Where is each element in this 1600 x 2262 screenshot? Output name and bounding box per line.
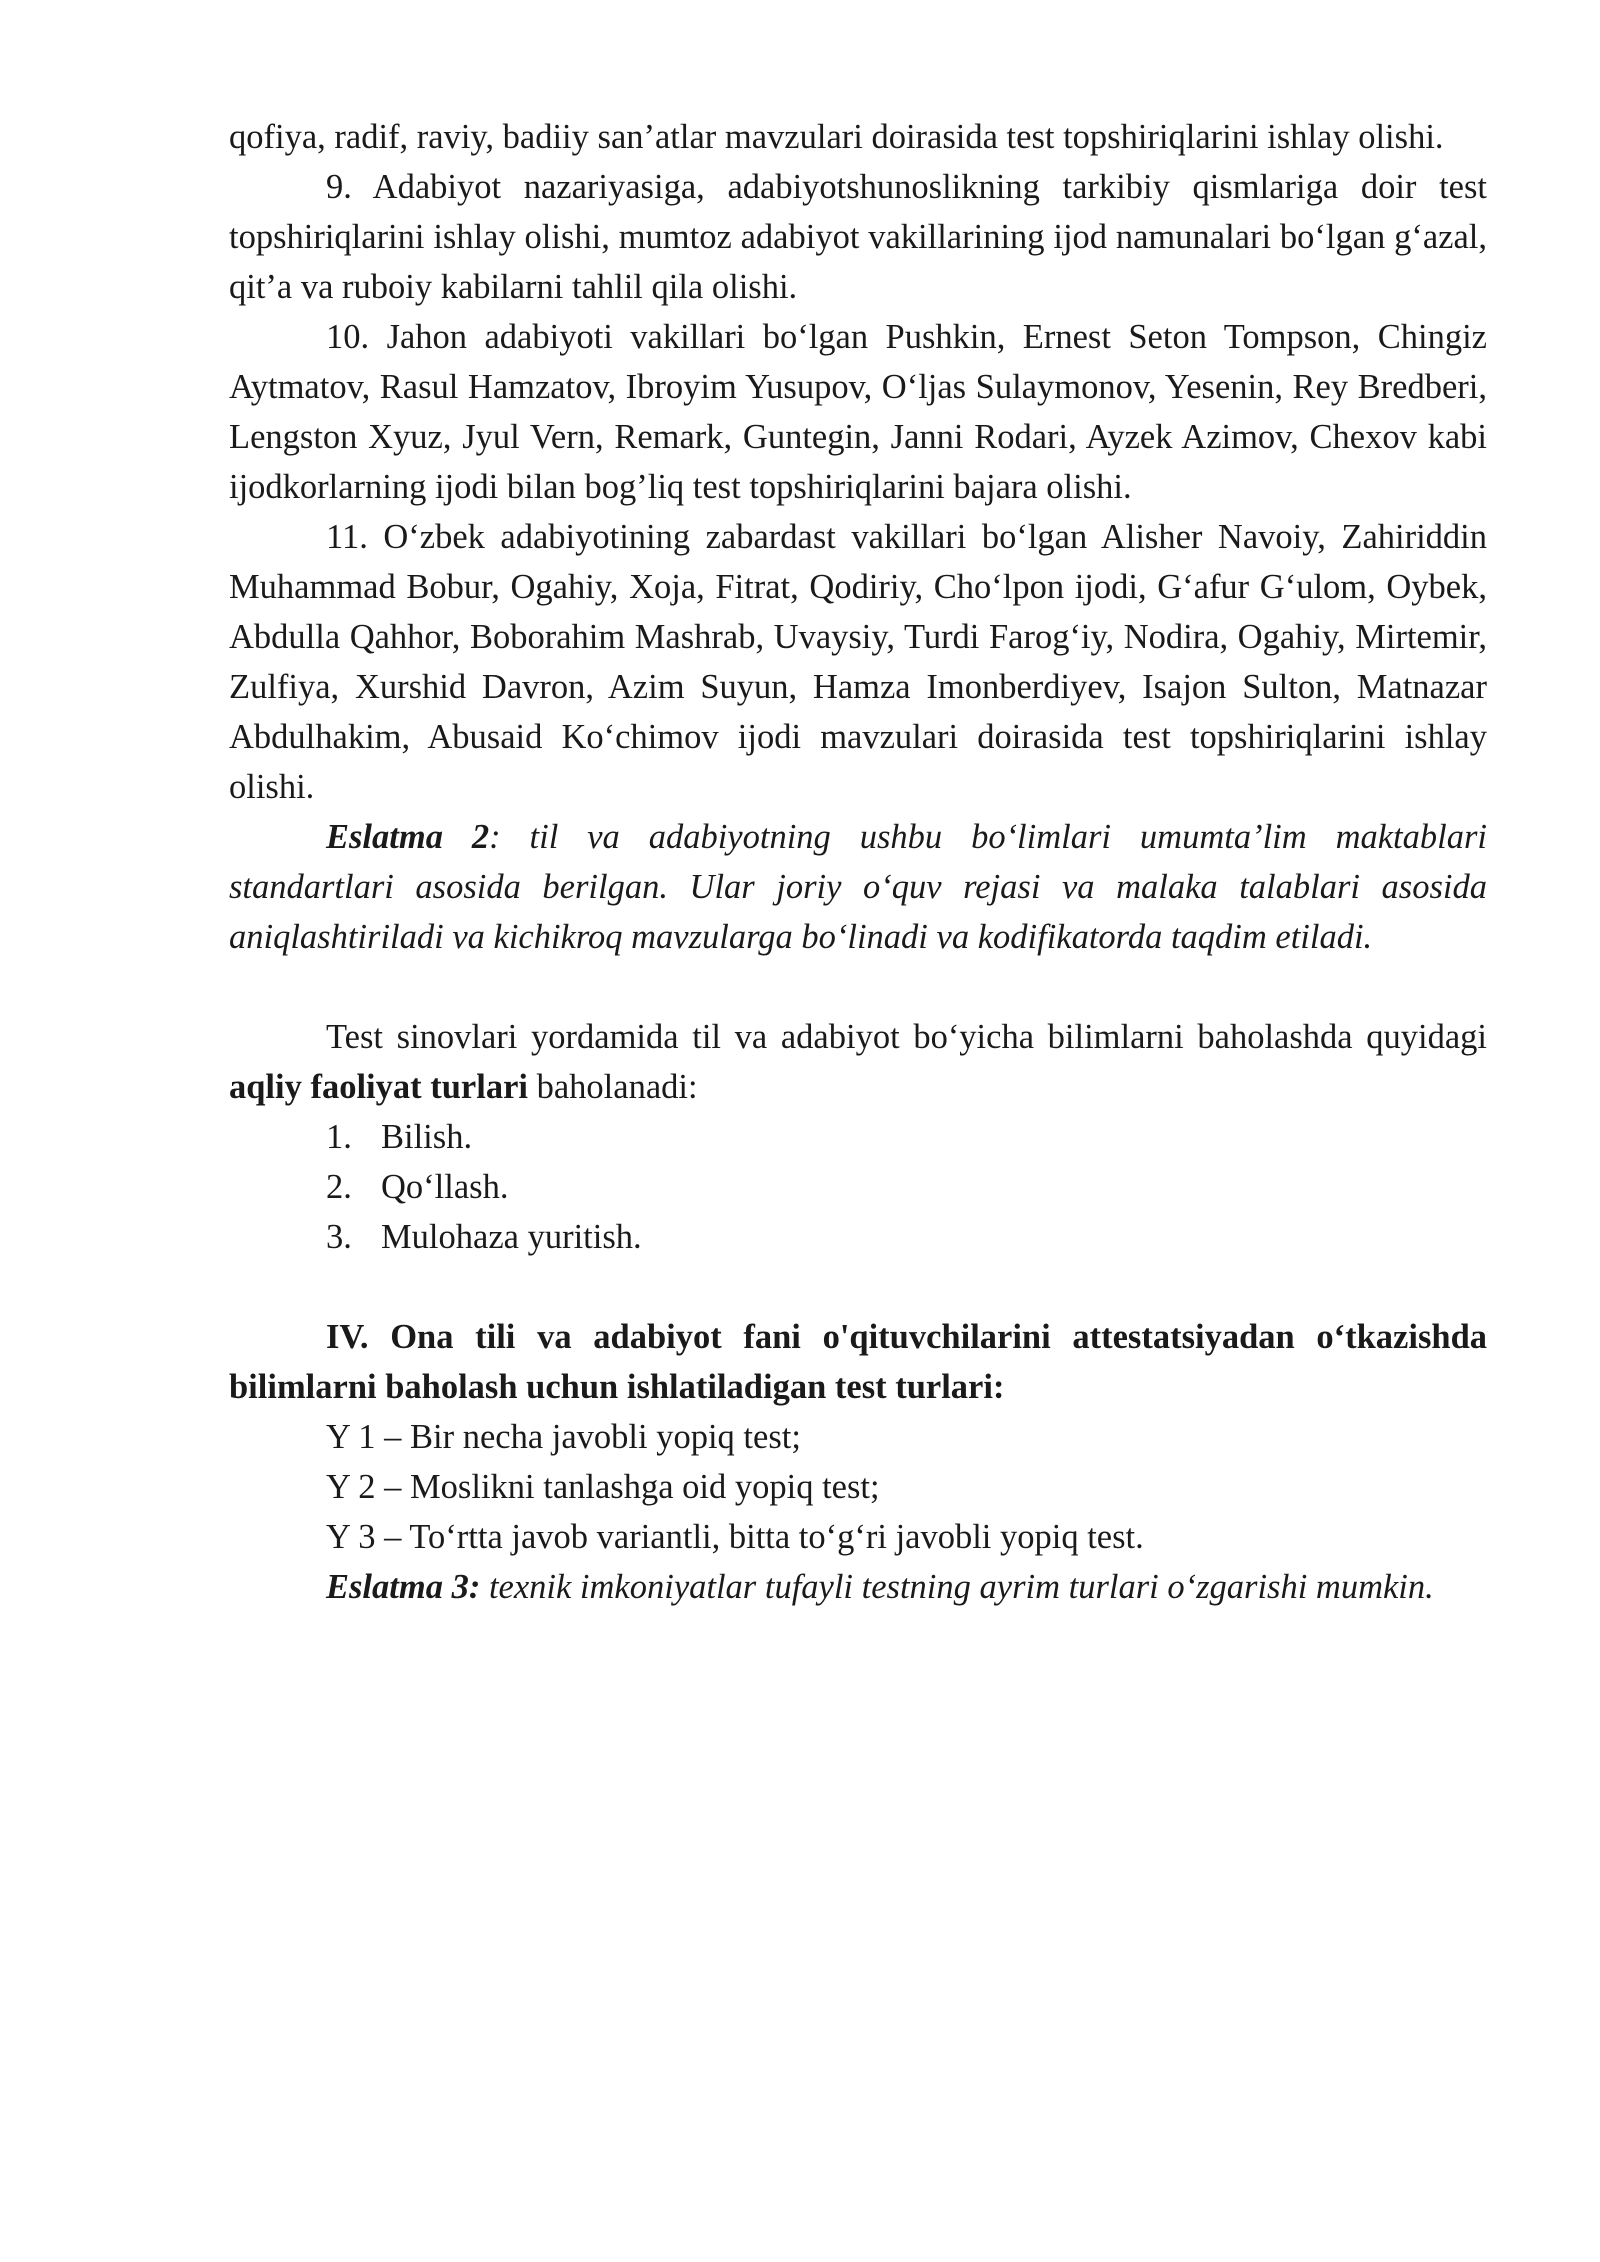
document-page <box>229 112 1487 1612</box>
test-type-item: Y 3 – To‘rtta javob variantli, bitta to‘g‘ri javobli yopiq test. <box>326 1518 1144 1556</box>
assessment-intro-text: Test sinovlari yordamida til va adabiyot bo‘yicha bilimlarni baholashda quyidagi <box>326 1018 1487 1056</box>
note-3-text: texnik imkoniyatlar tufayli testning ayrim turlari o‘zgarishi mumkin. <box>480 1568 1434 1606</box>
note-2-label: Eslatma 2 <box>326 818 490 856</box>
paragraph-9: 9. Adabiyot nazariyasiga, adabiyotshunoslikning tarkibiy qismlariga doir test topshiriqlarini ishlay olishi, mumtoz adabiyot vakillarining ijod namunalari bo‘lgan g‘azal, qit’a va ruboiy kabilarni tahlil qila olishi. <box>229 168 1487 306</box>
paragraph-11: 11. O‘zbek adabiyotining zabardast vakillari bo‘lgan Alisher Navoiy, Zahiriddin Muhammad Bobur, Ogahiy, Xoja, Fitrat, Qodiriy, Cho‘lpon ijodi, G‘afur G‘ulom, Oybek, Abdulla Qahhor, Boborahim Mashrab, Uvaysiy, Turdi Farog‘iy, Nodira, Ogahiy, Mirtemir, Zulfiya, Xurshid Davron, Azim Suyun, Hamza Imonberdiyev, Isajon Sulton, Matnazar Abdulhakim, Abusaid Ko‘chimov ijodi mavzulari doirasida test topshiriqlarini ishlay olishi. <box>229 518 1487 806</box>
list-item <box>229 1162 1487 1212</box>
list-item <box>229 1112 1487 1162</box>
paragraph-8-continuation: qofiya, radif, raviy, badiiy san’atlar mavzulari doirasida test topshiriqlarini ishlay olishi. <box>229 118 1444 156</box>
list-item-text: Bilish. <box>381 1118 473 1156</box>
note-3-label: Eslatma 3: <box>326 1568 481 1606</box>
assessment-intro-bold: aqliy faoliyat turlari <box>229 1068 528 1106</box>
paragraph-10: 10. Jahon adabiyoti vakillari bo‘lgan Pushkin, Ernest Seton Tompson, Chingiz Aytmatov, Rasul Hamzatov, Ibroyim Yusupov, O‘ljas Sulaymonov, Yesenin, Rey Bredberi, Lengston Xyuz, Jyul Vern, Remark, Guntegin, Janni Rodari, Ayzek Azimov, Chexov kabi ijodkorlarning ijodi bilan bog’liq test topshiriqlarini bajara olishi. <box>229 318 1487 506</box>
test-type-item: Y 2 – Moslikni tanlashga oid yopiq test; <box>326 1468 880 1506</box>
list-item-number: 2. <box>326 1168 352 1206</box>
test-type-item: Y 1 – Bir necha javobli yopiq test; <box>326 1418 801 1456</box>
note-2-text: : til va adabiyotning ushbu bo‘limlari umumta’lim maktablari standartlari asosida berilgan. Ular joriy o‘quv rejasi va malaka talablari asosida aniqlashtiriladi va kichikroq mavzularga bo‘linadi va kodifikatorda taqdim etiladi. <box>229 818 1487 956</box>
assessment-intro-tail: baholanadi: <box>527 1068 698 1106</box>
spacer <box>229 962 1487 1012</box>
spacer <box>229 1262 1487 1312</box>
list-item-number: 1. <box>326 1118 352 1156</box>
list-item <box>229 1212 1487 1262</box>
section-4-heading: IV. Ona tili va adabiyot fani o'qituvchilarini attestatsiyadan o‘tkazishda bilimlarni baholash uchun ishlatiladigan test turlari: <box>229 1318 1487 1406</box>
note-3 <box>229 1562 1487 1612</box>
note-2 <box>229 812 1487 962</box>
assessment-intro <box>229 1012 1487 1112</box>
list-item-text: Mulohaza yuritish. <box>381 1218 642 1256</box>
list-item-number: 3. <box>326 1218 352 1256</box>
list-item-text: Qo‘llash. <box>381 1168 509 1206</box>
